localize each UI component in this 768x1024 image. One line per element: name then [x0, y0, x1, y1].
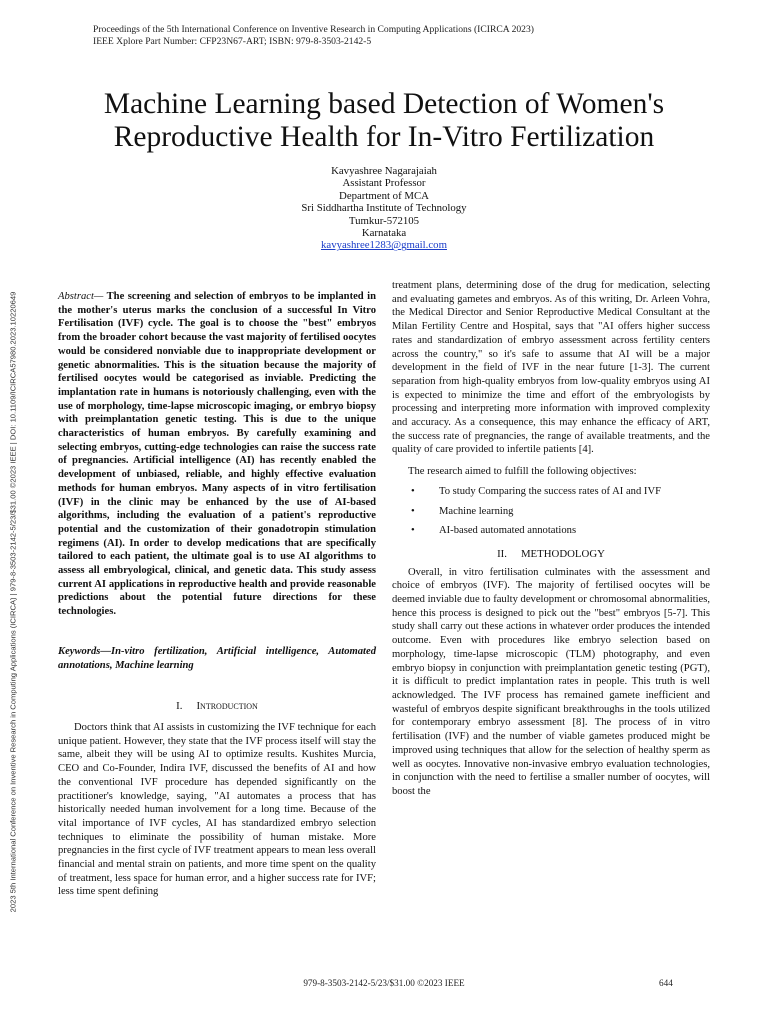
- list-item: [392, 505, 710, 519]
- objective-text: To study Comparing the success rates of AI and IVF: [439, 485, 661, 497]
- section-number: I.: [176, 700, 183, 713]
- keywords: Keywords—In-vitro fertilization, Artificial intelligence, Automated annotations, Machine learning: [58, 645, 376, 671]
- paper-title-line1: Machine Learning based Detection of Women's: [103, 88, 665, 120]
- conference-header-line2: IEEE Xplore Part Number: CFP23N67-ART; ISBN: 979-8-3503-2142-5: [93, 36, 372, 47]
- section-heading-introduction: [58, 700, 376, 714]
- side-doi-text: 2023 5th International Conference on Inventive Research in Computing Applications (ICIRCA) | 979-8-3503-2142-5/23/$31.00 ©2023 IEEE | DOI: 10.1109/ICIRCA57980.2023.10220649: [8, 291, 18, 913]
- objective-text: Machine learning: [439, 505, 514, 517]
- page-number: 644: [659, 978, 673, 988]
- author-block: [184, 165, 584, 252]
- bullet: •: [411, 505, 415, 517]
- list-item: [392, 485, 710, 499]
- author-city: Tumkur-572105: [348, 214, 420, 227]
- section-title: Introduction: [196, 700, 258, 713]
- conference-header: [93, 24, 534, 48]
- author-name: Kavyashree Nagarajaiah: [331, 165, 437, 177]
- objectives-list: [392, 485, 710, 538]
- abstract: [58, 290, 376, 619]
- introduction-paragraph: Doctors think that AI assists in customizing the IVF technique for each unique patient. However, they state that the IVF process itself will stay the same, albeit they will be using AI to optimize results. Kushites Murcia, CEO and Co-Founder, Indira IVF, discussed the benefits of AI and how the conventional IVF procedure has depended significantly on the practitioner's knowledge, saying, "AI automates a process that has historically needed human involvement for a long time. Because of the vital importance of IVF cycles, AI has standardized embryo selection techniques to eliminate the possibility of human mistake. More pregnancies in the first cycle of IVF treatment appears to mean less overall financial and mental strain on patients, and more time spent on the quality of treatment, less space for human error, and a higher success rate for IVF; less time spent defining: [58, 721, 376, 898]
- right-column: [392, 279, 710, 799]
- footer-copyright: 979-8-3503-2142-5/23/$31.00 ©2023 IEEE: [303, 978, 465, 988]
- author-department: Department of MCA: [339, 189, 429, 202]
- conference-header-line1: Proceedings of the 5th International Conference on Inventive Research in Computing Applications (ICIRCA 2023): [93, 24, 534, 35]
- methodology-paragraph: Overall, in vitro fertilisation culminates with the assessment and choice of embryos (IVF). The majority of fertilised oocytes will be deemed inviable due to faulty development or chromosomal abnormalities, hence this process is designed to pick out the "best" embryos [5-7]. This study shall carry out these actions in whatever order produces the intended outcome. Even with procedures like embryo selection based on morphology, time-lapse microscopic (TLM) photography, and even embryo biopsy in conjunction with preimplantation genetic testing (PGT), it is difficult to predict implantation rates in people. This truth is well acknowledged. The IVF process has remained gamete inefficient and wasteful of embryos despite significant breakthroughs in the tools utilized for contemporary embryo assessment [8]. The process of in vitro fertilisation (IVF) and the number of viable gametes produced might be improved using techniques that allow for the selection of healthy sperm as well as oocytes. Innovative non-invasive embryo evaluation technologies, in conjunction with the need to fertilise a smaller number of oocytes, will boost the: [392, 566, 711, 797]
- abstract-text: The screening and selection of embryos to be implanted in the mother's uterus marks the conclusion of a successful In Vitro Fertilisation (IVF) cycle. The goal is to choose the "best" embryos from the broader cohort because the vast majority of fertilised oocytes would be considered nonviable due to inappropriate development or genetic abnormalities. This is the situation because the majority of fertilised oocytes would be categorised as inviable. Predicting the implantation rate in humans is notoriously challenging, even with the use of morphology, time-lapse microscopic imaging, or embryo biopsy with preimplantation genetic testing. This is due to the unique characteristics of human embryos. By carefully examining and selecting embryos, cutting-edge technologies can raise the success rate of pregnancies. Artificial intelligence (AI) has recently enabled the development of unbiased, reliable, and highly effective evaluation methods for human embryos. Many aspects of in vitro fertilisation (IVF) in the clinic may be enhanced by the use of AI-based algorithms, including the evaluation of a patient's reproductive potential and the customization of their gonadotropin stimulation regimens (AI). In order to develop medications that are specifically tailored to each patient, the ultimate goal is to use AI algorithms to assess all embryological, clinical, and genetic data. This study assess current AI applications in reproductive health and provide reasonable predictions about the potential future directions for these technologies.: [58, 291, 376, 618]
- section-number: II.: [497, 547, 507, 560]
- side-doi-strip: [0, 0, 26, 1024]
- section-title: METHODOLOGY: [520, 547, 605, 560]
- objective-text: AI-based automated annotations: [439, 525, 577, 537]
- objectives-intro: The research aimed to fulfill the following objectives:: [408, 466, 637, 478]
- paper-title-line2: Reproductive Health for In-Vitro Fertilization: [113, 121, 655, 153]
- list-item: [392, 524, 710, 538]
- bullet: •: [411, 525, 415, 537]
- author-state: Karnataka: [361, 227, 407, 240]
- section-heading-methodology: [392, 548, 710, 562]
- author-institute: Sri Siddhartha Institute of Technology: [301, 202, 467, 215]
- bullet: •: [411, 485, 415, 497]
- introduction-continuation: treatment plans, determining dose of the drug for medication, selecting and evaluating gametes and embryos. As of this writing, Dr. Arleen Vohra, the Medical Director and Senior Reproductive Medical Consultant at the Milan Fertility Centre and Hospital, says that "AI offers higher success rates and standardization of embryo assessment across fertility centers across the country," so it's safe to assume that AI will be a major development in the field of IVF in the near future [1-3]. The current separation from high-quality embryos from low-quality embryos using AI is expected to minimize the time and effort of the embryologists by processing and interpreting more information with improved complexity and accuracy. As a consequence, this may enhance the efficacy of ART, the success rate of pregnancies, the range of available treatments, and the quality of care provided to infertile patients [4].: [392, 280, 710, 456]
- left-column: [58, 290, 376, 899]
- author-email-link[interactable]: kavyashree1283@gmail.com: [321, 239, 447, 252]
- paper-title: [40, 88, 728, 154]
- author-position: Assistant Professor: [342, 177, 426, 190]
- abstract-label: Abstract—: [58, 291, 104, 302]
